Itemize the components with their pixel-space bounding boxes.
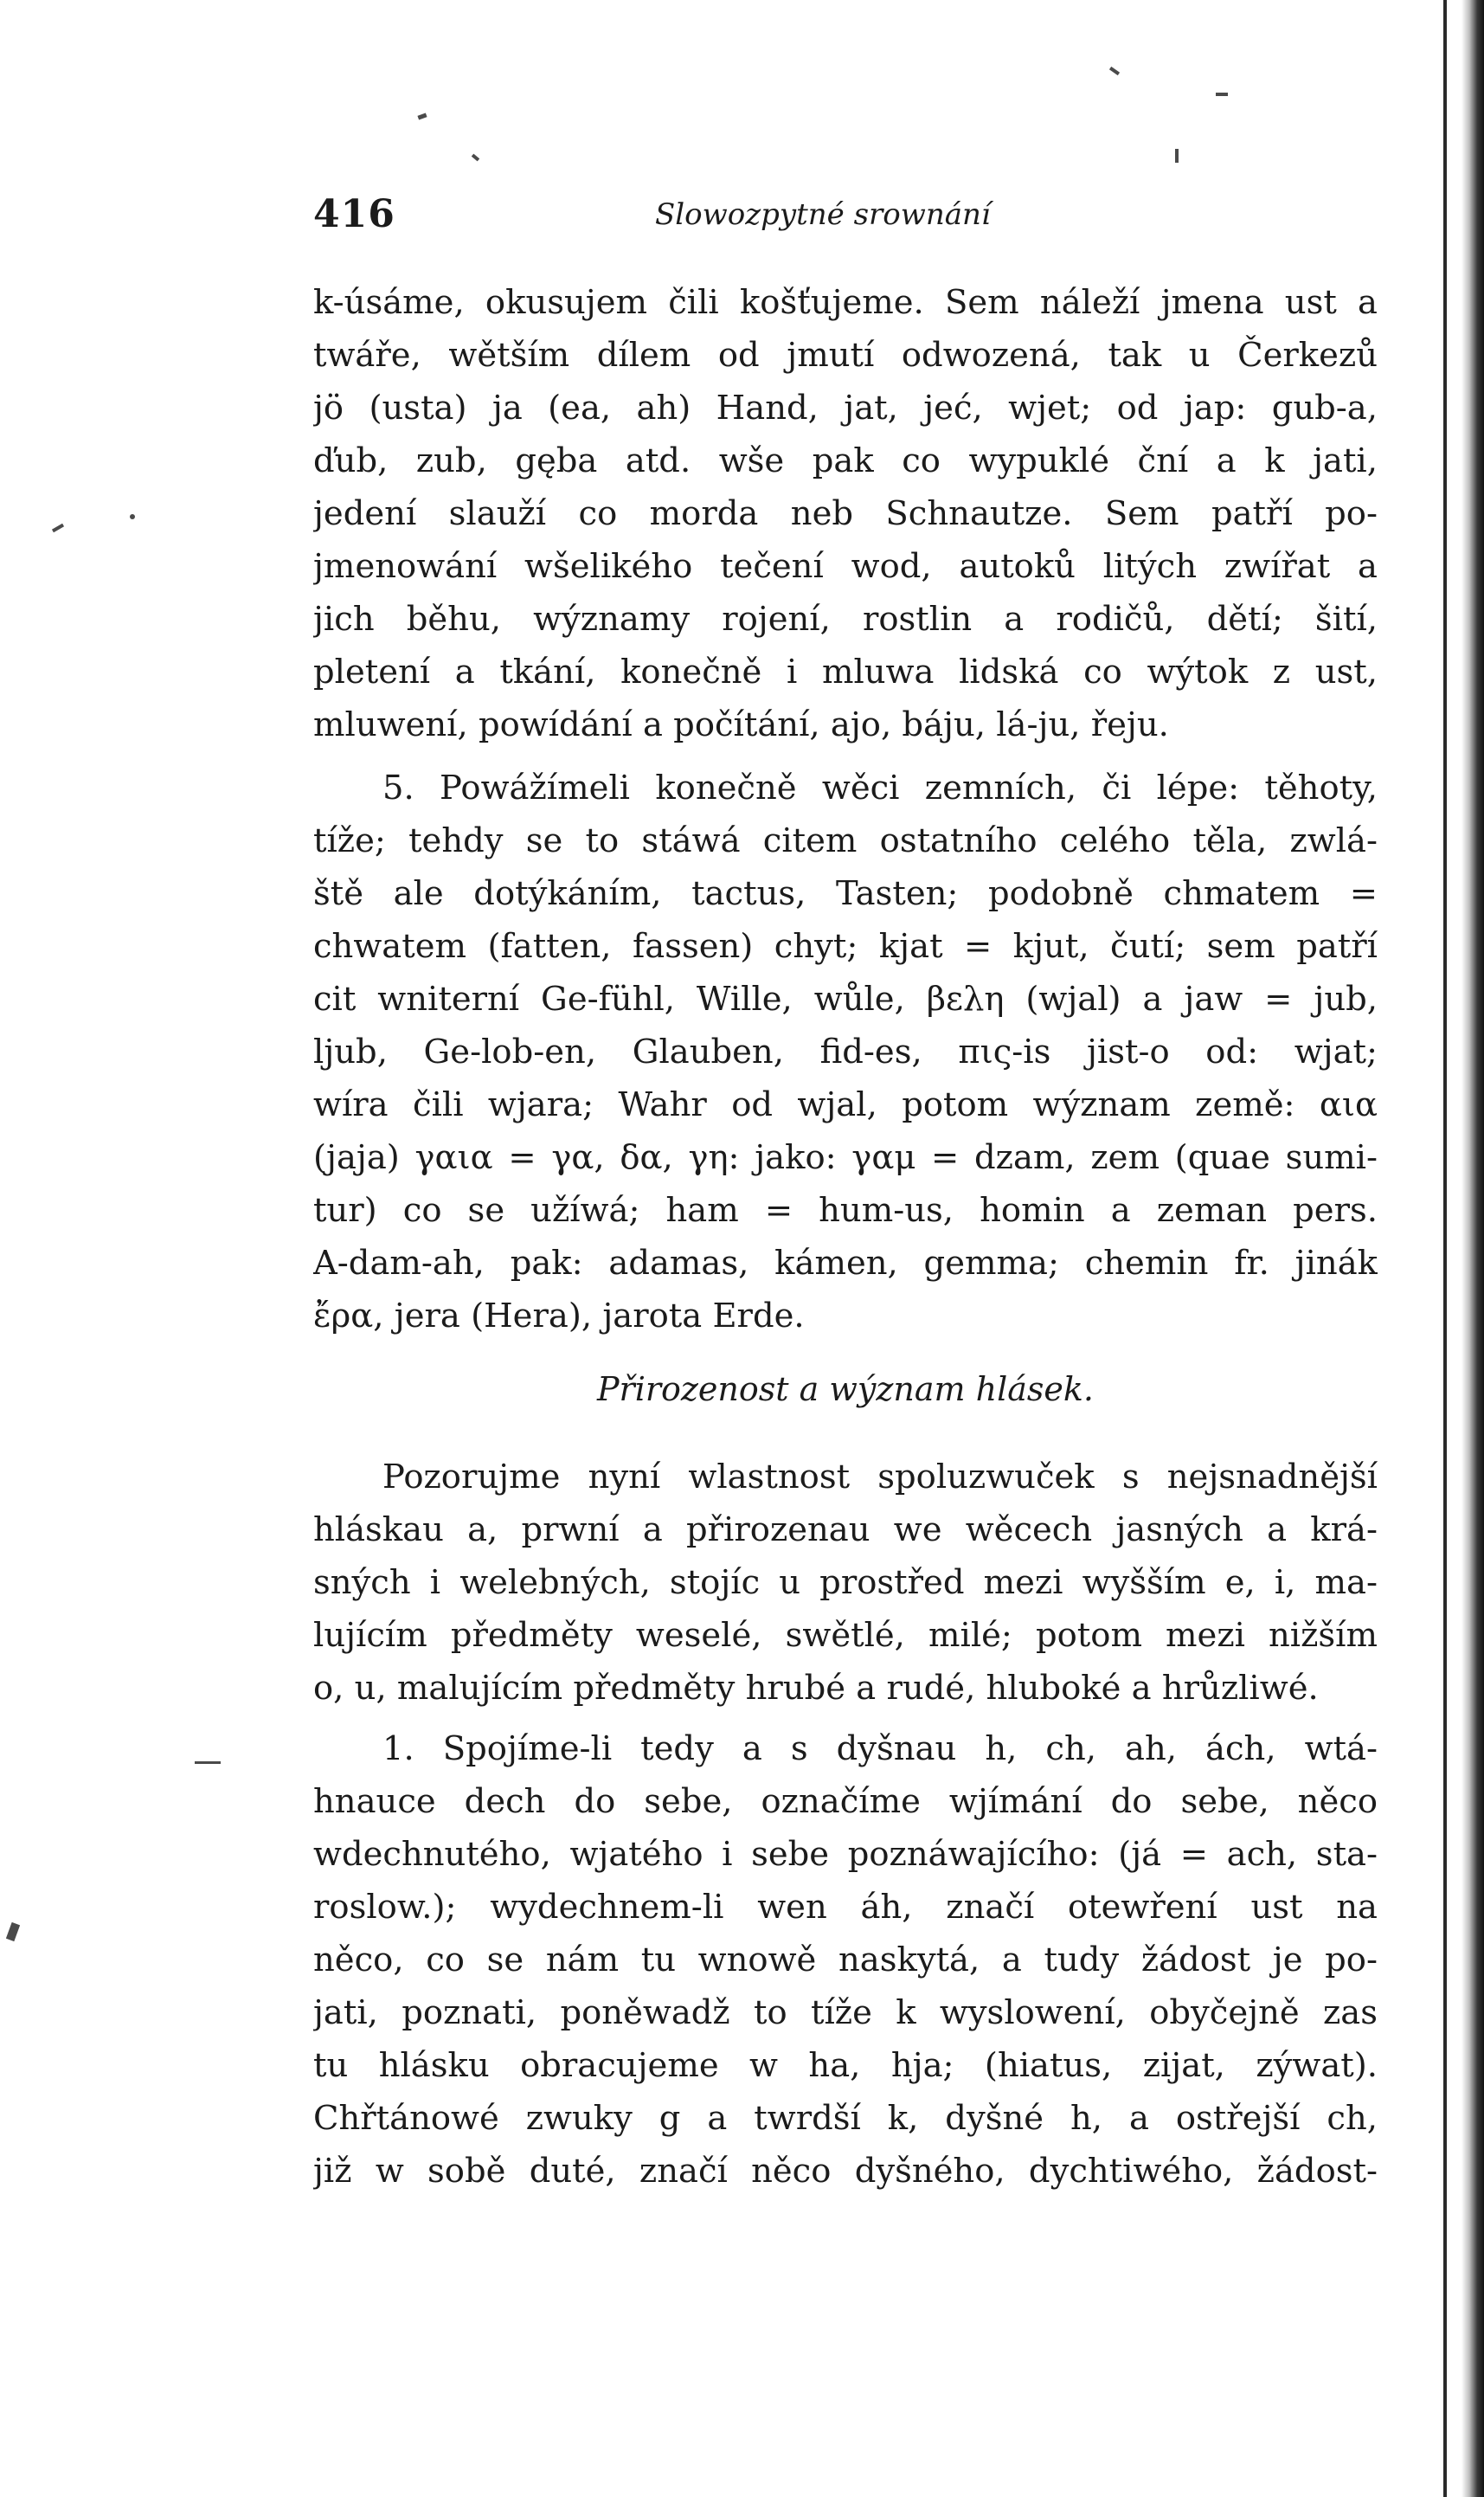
text-line: jati, poznati, poněwadž to tíže k wyslowení, obyčejně zas [313,1993,1378,2032]
text-line: 5. Powážímeli konečně wěci zemních, či lépe: těhoty, [382,769,1378,808]
text-line: již w sobě duté, značí něco dyšného, dychtiwého, žádost- [313,2152,1378,2191]
scan-speck [6,1922,20,1941]
text-line: ště ale dotýkáním, tactus, Tasten; podobně chmatem = [313,874,1378,913]
text-line: hnauce dech do sebe, označíme wjímání do sebe, něco [313,1782,1378,1821]
scan-speck [130,514,135,519]
scan-speck [1109,67,1120,75]
text-line: lujícím předměty weselé, swětlé, milé; potom mezi nižším [313,1616,1378,1655]
paragraph-4 [313,1722,1378,2198]
text-line: hláskau a, prwní a přirozenau we wěcech jasných a krá- [313,1510,1378,1549]
running-head: Slowozpytné srownání [655,197,991,232]
paragraph-2 [313,762,1378,1342]
text-line: jmenowání wšelikého tečení wod, autoků litých zwířat a [313,547,1378,586]
paragraph-1 [313,276,1378,751]
text-line: ďub, zub, gęba atd. wše pak co wypuklé ční a k jati, [313,441,1378,480]
text-line: A-dam-ah, pak: adamas, kámen, gemma; chemin fr. jinák [313,1244,1378,1283]
text-line: Chřtánowé zwuky g a twrdší k, dyšné h, a ostřejší ch, [313,2099,1378,2138]
text-line: jich běhu, wýznamy rojení, rostlin a rodičů, dětí; šití, [313,600,1378,639]
text-line: tu hlásku obracujeme w ha, hja; (hiatus, zijat, zýwat). [313,2046,1378,2085]
page-header [313,192,1378,244]
paragraph-3 [313,1451,1378,1715]
text-line: mluwení, powídání a počítání, ajo, báju, lá-ju, řeju. [313,705,1169,744]
text-line: wdechnutého, wjatého i sebe poznáwajícího: (já = ach, sta- [313,1835,1378,1874]
scan-speck [1175,149,1179,163]
section-heading: Přirozenost a wýznam hlásek. [596,1370,1094,1408]
text-line: jö (usta) ja (ea, ah) Hand, jat, jeć, wjet; od jap: gub-a, [313,389,1378,428]
text-line: ἔρα, jera (Hera), jarota Erde. [313,1297,805,1335]
scan-speck [52,524,64,532]
text-line: chwatem (fatten, fassen) chyt; kjat = kjut, čutí; sem patří [313,927,1378,966]
scan-speck [1216,93,1228,96]
text-line: něco, co se nám tu wnowě naskytá, a tudy žádost je po- [313,1940,1378,1979]
page-gutter-line [1443,0,1447,2497]
text-line: (jaja) γαια = γα, δα, γη: jako: γαμ = dzam, zem (quae sumi- [313,1138,1378,1177]
text-line: cit wniterní Ge-fühl, Wille, wůle, βελη (wjal) a jaw = jub, [313,980,1378,1019]
text-line: pletení a tkání, konečně i mluwa lidská co wýtok z ust, [313,653,1378,692]
text-line: tíže; tehdy se to stáwá citem ostatního celého těla, zwlá- [313,821,1378,860]
text-line: jedení slauží co morda neb Schnautze. Sem patří po- [313,494,1378,533]
text-line: sných i welebných, stojíc u prostřed mezi wyšším e, i, ma- [313,1563,1378,1602]
text-line: wíra čili wjara; Wahr od wjal, potom wýznam země: αια [313,1085,1378,1124]
page-edge-shadow [1462,0,1484,2497]
scan-speck [472,154,479,162]
text-line: ljub, Ge-lob-en, Glauben, fid-es, πις-is jist-o od: wjat; [313,1033,1378,1072]
text-line: twáře, wětším dílem od jmutí odwozená, tak u Čerkezů [313,336,1378,375]
page-number: 416 [313,192,395,236]
scan-speck [417,113,427,119]
text-line: tur) co se užíwá; ham = hum-us, homin a zeman pers. [313,1191,1378,1230]
text-line: roslow.); wydechnem-li wen áh, značí otewření ust na [313,1888,1378,1927]
text-line: Pozorujme nyní wlastnost spoluzwuček s nejsnadnější [382,1458,1378,1496]
text-line: o, u, malujícím předměty hrubé a rudé, hluboké a hrůzliwé. [313,1669,1319,1708]
text-line: k-úsáme, okusujem čili košťujeme. Sem náleží jmena ust a [313,283,1378,322]
scan-speck [195,1761,221,1764]
text-line: 1. Spojíme-li tedy a s dyšnau h, ch, ah, ách, wtá- [382,1729,1378,1768]
